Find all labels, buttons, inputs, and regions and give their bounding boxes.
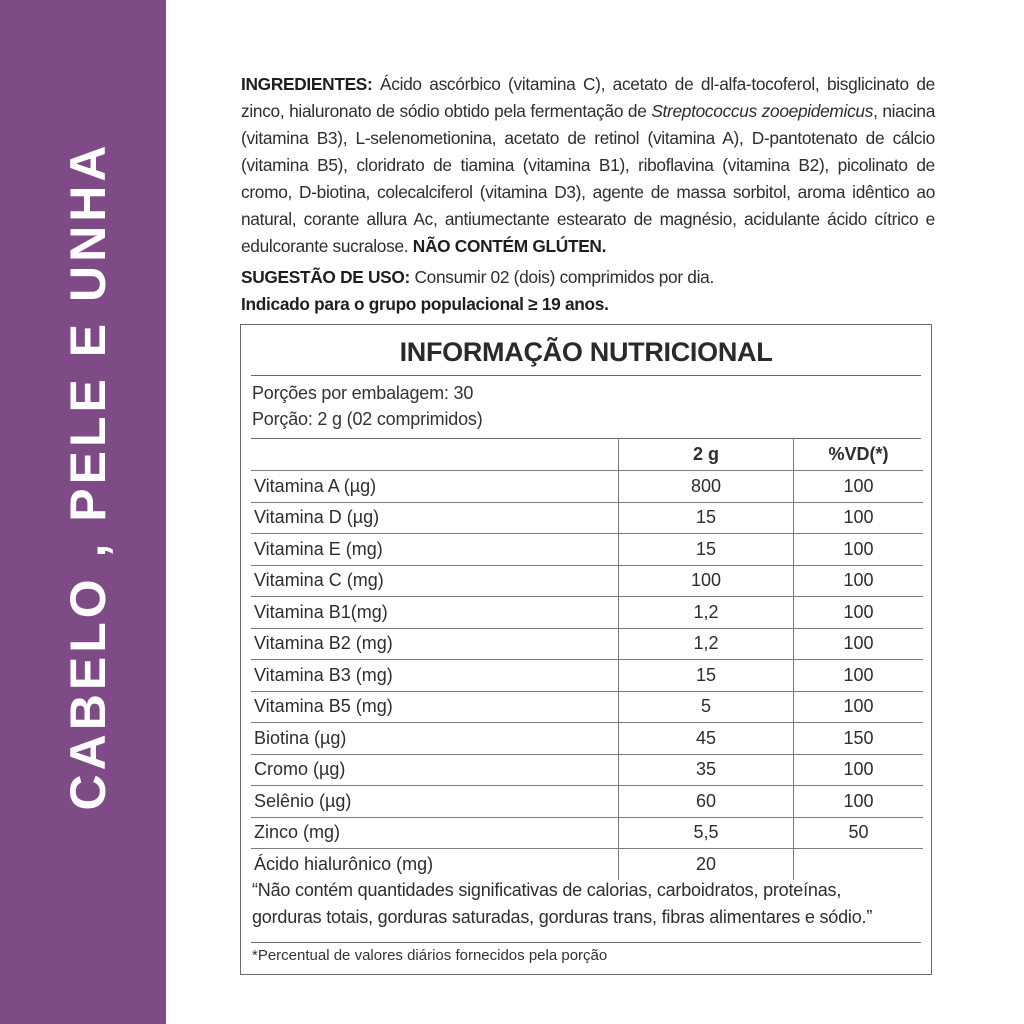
header-dv: %VD(*) (794, 438, 924, 471)
usage-section (241, 264, 935, 318)
nutrient-amount: 5,5 (619, 817, 794, 849)
note-line: gorduras totais, gorduras saturadas, gorduras trans, fibras alimentares e sódio.” (252, 907, 873, 927)
usage-line (241, 264, 935, 291)
table-row (251, 502, 923, 534)
ingredients-paragraph (241, 71, 935, 260)
nutrient-dv: 150 (794, 723, 924, 755)
servings-per-package: Porções por embalagem: 30 (252, 383, 474, 403)
table-row (251, 754, 923, 786)
usage-label: SUGESTÃO DE USO: (241, 267, 410, 287)
nutrient-name: Zinco (mg) (251, 817, 619, 849)
nutrient-dv: 100 (794, 597, 924, 629)
nutrient-dv: 100 (794, 691, 924, 723)
table-row (251, 660, 923, 692)
nutrient-name: Vitamina B5 (mg) (251, 691, 619, 723)
usage-text: Consumir 02 (dois) comprimidos por dia. (410, 267, 714, 287)
side-band-title: CABELO , PELE E UNHA (60, 141, 116, 811)
table-row (251, 849, 923, 880)
nutrient-name: Vitamina B3 (mg) (251, 660, 619, 692)
table-row (251, 786, 923, 818)
note-line: “Não contém quantidades significativas de calorias, carboidratos, proteínas, (252, 880, 842, 900)
nutrient-amount: 100 (619, 565, 794, 597)
nutrient-amount: 15 (619, 534, 794, 566)
nutrient-dv: 100 (794, 471, 924, 503)
nutrient-amount: 15 (619, 502, 794, 534)
nutrient-amount: 1,2 (619, 628, 794, 660)
nutrition-panel (240, 324, 932, 975)
nutrient-amount: 5 (619, 691, 794, 723)
serving-size: Porção: 2 g (02 comprimidos) (252, 409, 483, 429)
nutrient-amount: 800 (619, 471, 794, 503)
table-row (251, 723, 923, 755)
table-row (251, 691, 923, 723)
table-row (251, 817, 923, 849)
nutrient-name: Biotina (µg) (251, 723, 619, 755)
table-row (251, 597, 923, 629)
nutrient-dv: 100 (794, 502, 924, 534)
dv-footnote: *Percentual de valores diários fornecidos pela porção (252, 947, 608, 964)
nutrient-name: Vitamina D (µg) (251, 502, 619, 534)
ingredients-label: INGREDIENTES: (241, 74, 373, 94)
ingredients-italic: Streptococcus zooepidemicus (651, 101, 874, 121)
nutrient-dv: 100 (794, 786, 924, 818)
header-blank (251, 438, 619, 471)
nutrient-dv: 100 (794, 534, 924, 566)
nutrient-dv (794, 849, 924, 880)
nutrition-title: INFORMAÇÃO NUTRICIONAL (399, 337, 773, 367)
nutrition-table-body (251, 471, 923, 880)
nutrition-note (252, 877, 924, 931)
nutrient-amount: 15 (619, 660, 794, 692)
nutrient-dv: 50 (794, 817, 924, 849)
nutrient-name: Vitamina A (µg) (251, 471, 619, 503)
nutrient-amount: 1,2 (619, 597, 794, 629)
header-amount: 2 g (619, 438, 794, 471)
table-row (251, 471, 923, 503)
nutrient-amount: 45 (619, 723, 794, 755)
nutrient-amount: 35 (619, 754, 794, 786)
nutrient-dv: 100 (794, 660, 924, 692)
nutrient-dv: 100 (794, 628, 924, 660)
table-row (251, 565, 923, 597)
nutrient-dv: 100 (794, 754, 924, 786)
footnote-divider (251, 942, 921, 943)
nutrient-amount: 20 (619, 849, 794, 880)
table-header-row (251, 438, 923, 471)
indication-text: Indicado para o grupo populacional ≥ 19 anos. (241, 294, 609, 314)
title-divider (251, 375, 921, 376)
ingredients-text: Ácido ascórbico (vitamina C), acetato de dl-alfa-tocoferol, bisglicinato de zinco, hialuronato de sódio obtido pela fermentação de (241, 74, 935, 121)
nutrient-amount: 60 (619, 786, 794, 818)
table-row (251, 628, 923, 660)
nutrient-name: Vitamina E (mg) (251, 534, 619, 566)
nutrient-name: Vitamina B2 (mg) (251, 628, 619, 660)
nutrient-name: Cromo (µg) (251, 754, 619, 786)
side-band (0, 0, 166, 1024)
nutrient-name: Selênio (µg) (251, 786, 619, 818)
nutrient-name: Vitamina C (mg) (251, 565, 619, 597)
table-row (251, 534, 923, 566)
usage-indication (241, 291, 935, 318)
nutrient-dv: 100 (794, 565, 924, 597)
gluten-statement: NÃO CONTÉM GLÚTEN. (412, 236, 607, 256)
nutrient-name: Vitamina B1(mg) (251, 597, 619, 629)
nutrient-name: Ácido hialurônico (mg) (254, 853, 434, 874)
ingredients-text-continued: , niacina (vitamina B3), L-selenometionina, acetato de retinol (vitamina A), D-pantotenato de cálcio (vitamina B5), cloridrato de tiamina (vitamina B1), riboflavina (vitamina B2), picolinato de cromo, D-biotina, colecalciferol (vitamina D3), agente de massa sorbitol, aroma idêntico ao natural, corante allura Ac, antiumectante estearato de magnésio, acidulante ácido cítrico e edulcorante sucralose. (241, 101, 935, 256)
nutrition-table (251, 438, 923, 880)
